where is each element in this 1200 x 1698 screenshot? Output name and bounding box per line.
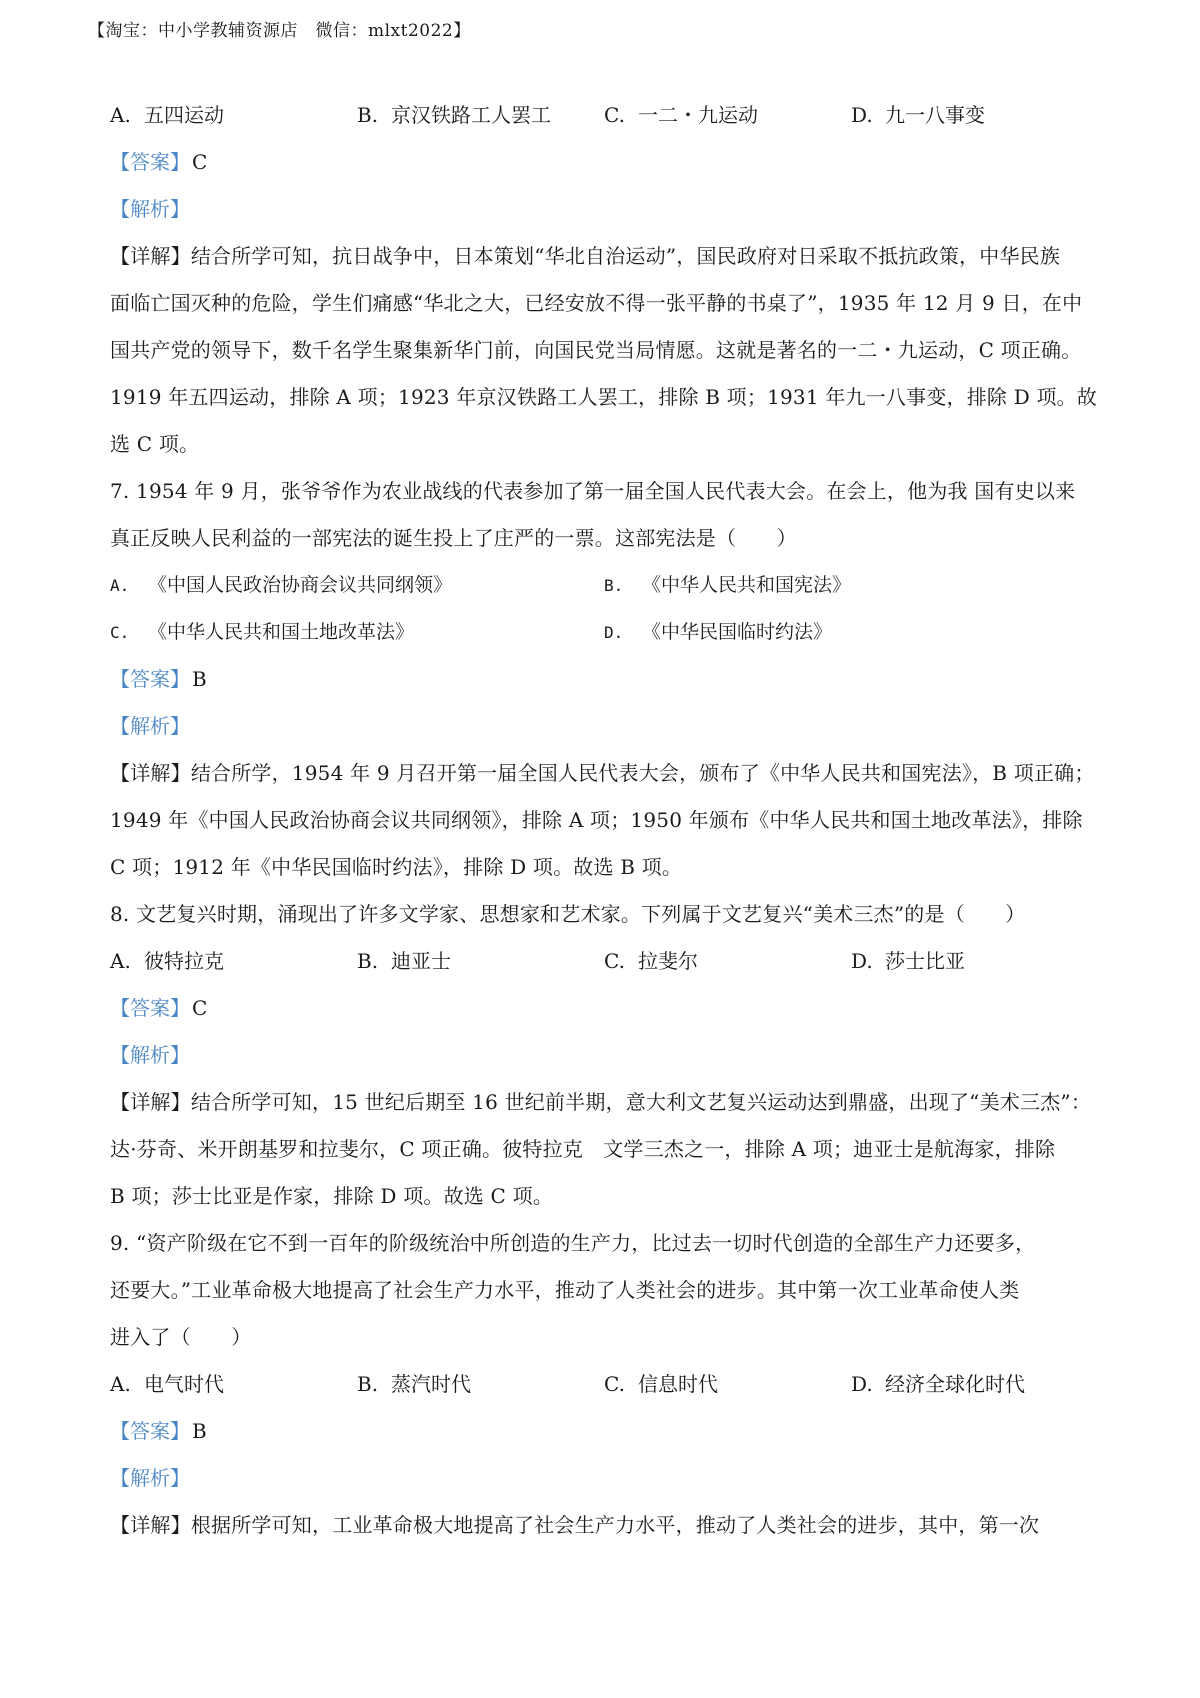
text-span: 五四运动 bbox=[144, 103, 224, 127]
text-span: 莎士比亚 bbox=[885, 949, 965, 973]
text-span: 《中华民国临时约法》 bbox=[642, 621, 833, 643]
q7-stem bbox=[110, 468, 1102, 562]
q6-detail bbox=[110, 233, 1102, 468]
q8-detail-tag: 【详解】 bbox=[110, 1090, 191, 1114]
text-span: A. bbox=[110, 1372, 131, 1396]
text-line: B 项；莎士比亚是作家，排除 D 项。故选 C 项。 bbox=[110, 1184, 554, 1208]
text-span: 电气时代 bbox=[144, 1372, 224, 1396]
text-span: B. bbox=[357, 1372, 379, 1396]
q8-stem bbox=[110, 891, 1102, 938]
text-line: 【详解】结合所学，1954 年 9 月召开第一届全国人民代表大会，颁布了《中华人民共和国宪法》，B 项正确； bbox=[110, 761, 1095, 785]
q9-option-c bbox=[604, 1361, 851, 1408]
text-span: C. bbox=[604, 1372, 625, 1396]
q7-detail bbox=[110, 750, 1102, 891]
text-span: D. bbox=[851, 1372, 873, 1396]
q7-detail-tag: 【详解】 bbox=[110, 761, 191, 785]
text-span: A. bbox=[110, 103, 131, 127]
q9-stem bbox=[110, 1220, 1102, 1361]
q7-option-c bbox=[110, 609, 604, 656]
q6-detail-tag: 【详解】 bbox=[110, 244, 191, 268]
text-line: 选 C 项。 bbox=[110, 432, 200, 456]
text-span: 拉斐尔 bbox=[638, 949, 698, 973]
q7-options-row-2 bbox=[110, 609, 1102, 656]
text-span: B. bbox=[357, 103, 379, 127]
text-line: 7. 1954 年 9 月，张爷爷作为农业战线的代表参加了第一届全国人民代表大会。在会上，他为我 国有史以来 bbox=[110, 479, 1076, 503]
text-span: B. bbox=[604, 576, 624, 595]
text-span: 一二・九运动 bbox=[638, 103, 758, 127]
text-line: 达·芬奇、米开朗基罗和拉斐尔，C 项正确。彼特拉克 文学三杰之一，排除 A 项；迪亚士是航海家，排除 bbox=[110, 1137, 1056, 1161]
q9-detail-tag: 【详解】 bbox=[110, 1513, 191, 1537]
text-line: 【详解】结合所学可知，15 世纪后期至 16 世纪前半期，意大利文艺复兴运动达到鼎盛，出现了“美术三杰”： bbox=[110, 1090, 1092, 1114]
text-span: C. bbox=[604, 949, 625, 973]
text-span: 京汉铁路工人罢工 bbox=[391, 103, 551, 127]
q6-option-a bbox=[110, 92, 357, 139]
page-header: 【淘宝：中小学教辅资源店 微信：mlxt2022】 bbox=[88, 21, 471, 41]
q6-options bbox=[110, 92, 1102, 139]
text-line: 真正反映人民利益的一部宪法的诞生投上了庄严的一票。这部宪法是（ ） bbox=[110, 526, 797, 550]
text-span: A. bbox=[110, 576, 130, 595]
text-line: 国共产党的领导下，数千名学生聚集新华门前，向国民党当局情愿。这就是著名的一二・九运动，C 项正确。 bbox=[110, 338, 1082, 362]
q8-detail bbox=[110, 1079, 1102, 1220]
q9-analysis-heading: 【解析】 bbox=[110, 1466, 190, 1490]
text-span: D. bbox=[851, 949, 873, 973]
text-span: 彼特拉克 bbox=[144, 949, 224, 973]
q6-answer: 【答案】 C bbox=[110, 150, 208, 174]
text-span: B. bbox=[357, 949, 379, 973]
text-line: 1919 年五四运动，排除 A 项；1923 年京汉铁路工人罢工，排除 B 项；1931 年九一八事变，排除 D 项。故 bbox=[110, 385, 1098, 409]
document-content bbox=[110, 92, 1102, 1549]
text-line: 1949 年《中国人民政治协商会议共同纲领》，排除 A 项；1950 年颁布《中华人民共和国土地改革法》，排除 bbox=[110, 808, 1083, 832]
text-line: 【详解】根据所学可知，工业革命极大地提高了社会生产力水平，推动了人类社会的进步，其中，第一次 bbox=[110, 1513, 1040, 1537]
text-line: 面临亡国灭种的危险，学生们痛感“华北之大，已经安放不得一张平静的书桌了”，1935 年 12 月 9 日，在中 bbox=[110, 291, 1083, 315]
q9-options bbox=[110, 1361, 1102, 1408]
text-span: A. bbox=[110, 949, 131, 973]
q9-answer: 【答案】 B bbox=[110, 1419, 207, 1443]
q9-option-d bbox=[851, 1361, 1098, 1408]
text-span: D. bbox=[604, 623, 624, 642]
text-line: 还要大。”工业革命极大地提高了社会生产力水平，推动了人类社会的进步。其中第一次工业革命使人类 bbox=[110, 1278, 1020, 1302]
q8-option-a bbox=[110, 938, 357, 985]
q9-detail bbox=[110, 1502, 1102, 1549]
text-span: 《中华人民共和国土地改革法》 bbox=[148, 621, 415, 643]
q7-option-a bbox=[110, 562, 604, 609]
q7-option-d bbox=[604, 609, 1098, 656]
q8-option-b bbox=[357, 938, 604, 985]
q7-option-b bbox=[604, 562, 1098, 609]
q6-analysis-heading: 【解析】 bbox=[110, 197, 190, 221]
q8-analysis-heading: 【解析】 bbox=[110, 1043, 190, 1067]
q9-option-b bbox=[357, 1361, 604, 1408]
q8-answer: 【答案】 C bbox=[110, 996, 208, 1020]
q6-option-c bbox=[604, 92, 851, 139]
q8-option-d bbox=[851, 938, 1098, 985]
text-span: 蒸汽时代 bbox=[391, 1372, 471, 1396]
text-span: 《中华人民共和国宪法》 bbox=[642, 574, 852, 596]
text-line: 9. “资产阶级在它不到一百年的阶级统治中所创造的生产力，比过去一切时代创造的全部生产力还要多， bbox=[110, 1231, 1036, 1255]
text-span: 九一八事变 bbox=[885, 103, 985, 127]
text-span: 迪亚士 bbox=[391, 949, 451, 973]
text-span: 经济全球化时代 bbox=[885, 1372, 1025, 1396]
q9-option-a bbox=[110, 1361, 357, 1408]
text-span: C. bbox=[604, 103, 625, 127]
text-line: C 项；1912 年《中华民国临时约法》，排除 D 项。故选 B 项。 bbox=[110, 855, 683, 879]
text-span: D. bbox=[851, 103, 873, 127]
text-line: 进入了（ ） bbox=[110, 1325, 252, 1349]
text-span: C. bbox=[110, 623, 130, 642]
text-span: 信息时代 bbox=[638, 1372, 718, 1396]
q8-option-c bbox=[604, 938, 851, 985]
q7-answer: 【答案】 B bbox=[110, 667, 207, 691]
text-line: 【详解】结合所学可知，抗日战争中，日本策划“华北自治运动”，国民政府对日采取不抵抗政策，中华民族 bbox=[110, 244, 1061, 268]
text-line: 8. 文艺复兴时期，涌现出了许多文学家、思想家和艺术家。下列属于文艺复兴“美术三杰”的是（ ） bbox=[110, 902, 1026, 926]
q7-options-row-1 bbox=[110, 562, 1102, 609]
text-span: 《中国人民政治协商会议共同纲领》 bbox=[148, 574, 453, 596]
q7-analysis-heading: 【解析】 bbox=[110, 714, 190, 738]
q6-option-b bbox=[357, 92, 604, 139]
q6-option-d bbox=[851, 92, 1098, 139]
q8-options bbox=[110, 938, 1102, 985]
